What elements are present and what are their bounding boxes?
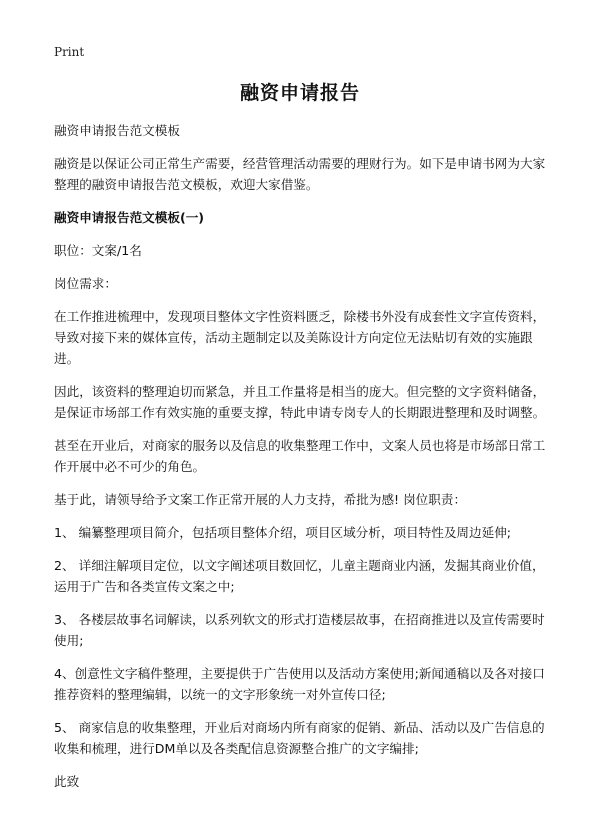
document-body xyxy=(54,120,546,804)
closing-line: 此致 xyxy=(54,774,80,789)
duty-item: 3、 各楼层故事名词解读，以系列软文的形式打造楼层故事，在招商推进以及宣传需要时使用; xyxy=(54,612,545,648)
body-paragraph: 因此，该资料的整理迫切而紧急，并且工作量将是相当的庞大。但完整的文字资料储备，是保证市场部工作有效实施的重要支撑，特此申请专岗专人的长期跟进整理和及时调整。 xyxy=(54,384,546,420)
print-link[interactable]: Print xyxy=(54,45,85,59)
duty-item: 5、 商家信息的收集整理，开业后对商场内所有商家的促销、新品、活动以及广告信息的收集和梳理，进行DM单以及各类配信息资源整合推广的文字编排; xyxy=(54,720,545,756)
body-paragraph: 甚至在开业后，对商家的服务以及信息的收集整理工作中，文案人员也将是市场部日常工作开展中必不可少的角色。 xyxy=(54,438,546,474)
duty-item: 4、创意性文字稿件整理，主要提供于广告使用以及活动方案使用;新闻通稿以及各对接口推荐资料的整理编辑，以统一的文字形象统一对外宣传口径; xyxy=(54,666,545,702)
duty-item: 1、 编纂整理项目简介，包括项目整体介绍，项目区域分析，项目特性及周边延伸; xyxy=(54,525,512,540)
body-paragraph: 基于此，请领导给予文案工作正常开展的人力支持，希批为感! 岗位职责： xyxy=(54,492,467,507)
duty-item: 2、 详细注解项目定位，以文字阐述项目数回忆，儿童主题商业内涵，发掘其商业价值，运用于广告和各类宣传文案之中; xyxy=(54,558,545,594)
intro-paragraph: 融资是以保证公司正常生产需要，经营管理活动需要的理财行为。如下是申请书网为大家整理的融资申请报告范文模板，欢迎大家借鉴。 xyxy=(54,156,546,192)
section-heading: 融资申请报告范文模板(一) xyxy=(54,210,205,225)
position-line: 职位：文案/1名 xyxy=(54,243,142,258)
page-title: 融资申请报告 xyxy=(239,82,360,104)
requirement-label: 岗位需求： xyxy=(54,276,117,291)
document-subtitle: 融资申请报告范文模板 xyxy=(54,123,180,138)
body-paragraph: 在工作推进梳理中，发现项目整体文字性资料匮乏，除楼书外没有成套性文字宣传资料，导致对接下来的媒体宣传，活动主题制定以及美陈设计方向定位无法贴切有效的实施跟进。 xyxy=(54,309,546,366)
